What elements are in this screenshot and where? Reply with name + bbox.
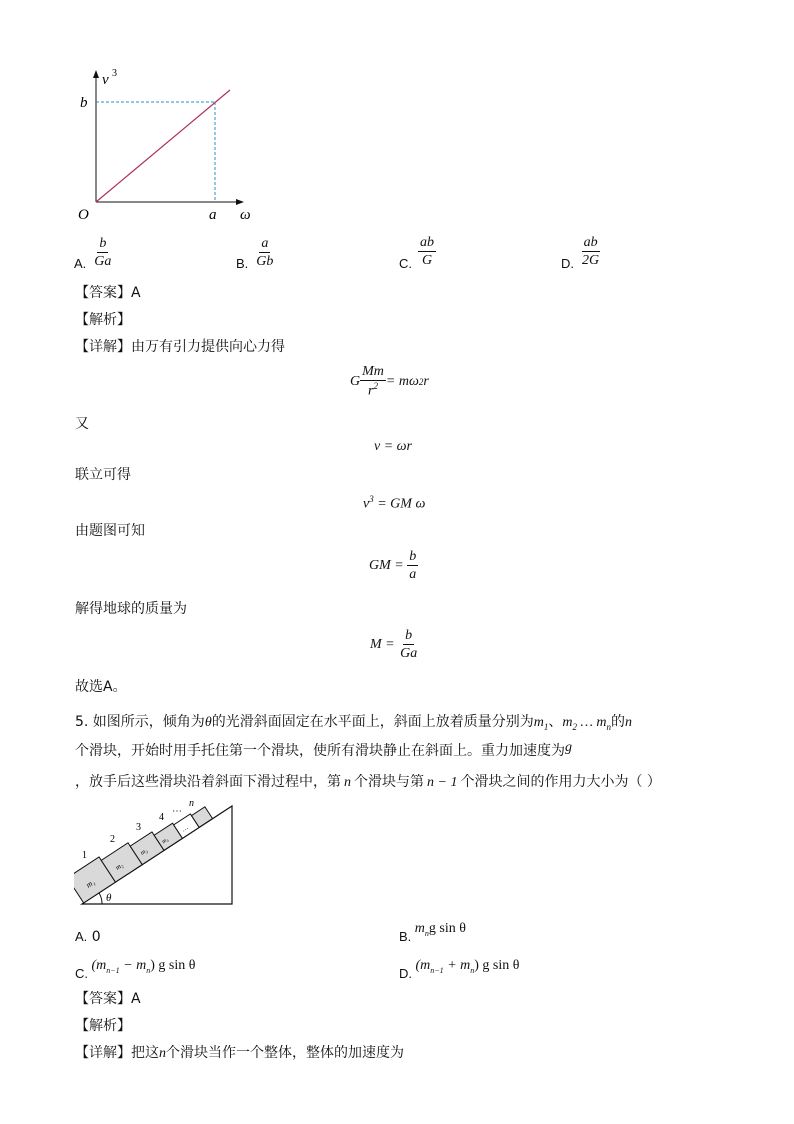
block-3-mass: m₃: [139, 847, 149, 857]
option-fraction: $\frac{ab}{2G}$: [582, 234, 600, 268]
option-letter: A.: [74, 256, 87, 271]
x-axis-label: ω: [240, 207, 251, 223]
block-dots-label: ⋯: [172, 806, 182, 817]
y-axis-exp: 3: [112, 68, 117, 79]
q5-option-d: D. $(m_{n-1} + m_n)$ g sin θ: [399, 958, 520, 981]
equation-gm-b-over-a: GM = $\frac{b}{a}$: [369, 549, 417, 583]
angle-arc: [99, 893, 102, 904]
block-2-mass: m₂: [113, 861, 125, 872]
block-num-1: 1: [82, 850, 87, 861]
data-line: [96, 90, 230, 202]
equation-v3-gm-omega: $v^3$ = GM ω: [363, 494, 426, 512]
x-tick-a: a: [209, 207, 217, 223]
q5-detail: 【详解】把这n个滑块当作一个整体，整体的加速度为: [75, 1045, 404, 1061]
q4-option-c: [399, 232, 436, 271]
option-fraction: $\frac{ab}{G}$: [420, 234, 434, 268]
option-letter: C.: [399, 256, 412, 271]
option-fraction: $\frac{b}{Ga}$: [94, 235, 112, 269]
y-axis-arrow: [93, 70, 99, 78]
option-letter: D.: [561, 256, 574, 271]
y-tick-b: b: [80, 95, 88, 111]
q5-option-c: C. $(m_{n-1} - m_n)$ g sin θ: [75, 958, 196, 981]
q4-from-graph: 由题图可知: [75, 523, 145, 539]
equation-v-omega-r: v = ωr: [374, 439, 412, 454]
q4-solve: 解得地球的质量为: [75, 601, 187, 617]
equation-gravitation: G $\frac{Mm}{r^2}$ = mω 2 r: [350, 364, 429, 400]
block-dots-mass: …: [179, 823, 190, 834]
q4-again: 又: [75, 416, 89, 432]
equation-m-b-over-ga: M = $\frac{b}{Ga}$: [370, 628, 418, 662]
q5-stem-line1: 5. 如图所示，倾角为θ的光滑斜面固定在水平面上，斜面上放着质量分别为$m_1$、$m_2$ … $m_n$的n: [75, 714, 633, 732]
q5-stem-line2: 个滑块，开始时用手托住第一个滑块，使所有滑块静止在斜面上。重力加速度为g: [75, 740, 572, 759]
v3-omega-graph: [70, 62, 270, 227]
option-letter: B.: [236, 256, 249, 271]
block-1-mass: m₁: [84, 877, 97, 890]
block-num-3: 3: [136, 822, 141, 833]
q4-combine: 联立可得: [75, 467, 131, 483]
q4-option-d: [561, 232, 601, 271]
q5-option-b: B. $m_ng$ sin θ: [399, 921, 466, 944]
q5-stem-line3: ，放手后这些滑块沿着斜面下滑过程中，第 n 个滑块与第 n − 1 个滑块之间的作用力大小为（ ）: [75, 774, 661, 790]
q5-option-a: A. 0: [75, 929, 101, 945]
x-axis-arrow: [236, 199, 244, 205]
block-num-n: n: [189, 800, 194, 809]
block-4-mass: m₄: [161, 836, 170, 846]
q4-conclusion: 故选A。: [75, 679, 127, 695]
q4-option-b: [236, 234, 275, 271]
option-fraction: $\frac{a}{Gb}$: [256, 235, 274, 269]
q4-detail: [75, 337, 285, 357]
y-axis-label: v: [102, 72, 109, 88]
angle-theta: θ: [106, 892, 112, 904]
detail-label: 【详解】: [75, 339, 131, 355]
detail-text: 由万有引力提供向心力得: [131, 339, 285, 355]
eq1-fraction: $\frac{Mm}{r^2}$: [362, 364, 384, 400]
block-num-2: 2: [110, 834, 115, 845]
q5-analysis-label: 【解析】: [75, 1018, 131, 1034]
origin-label: O: [78, 207, 89, 223]
q4-option-a: [74, 234, 113, 271]
q4-analysis-label: 【解析】: [75, 312, 131, 328]
q4-answer: 【答案】A: [75, 285, 141, 301]
q5-answer: 【答案】A: [75, 991, 141, 1007]
incline-figure: [74, 800, 239, 912]
block-num-4: 4: [159, 812, 164, 823]
